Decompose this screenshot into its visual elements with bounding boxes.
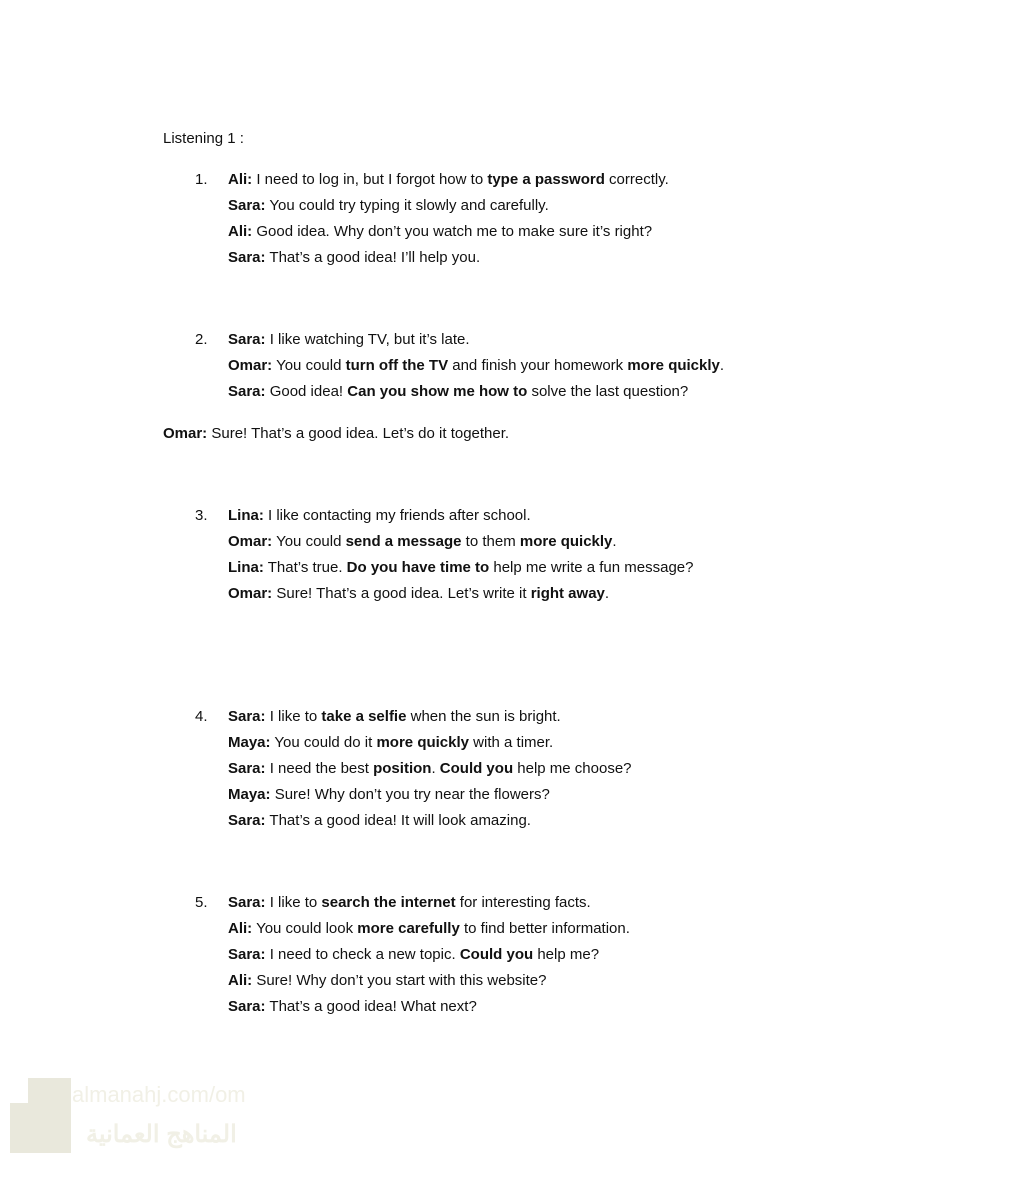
bold-text: Lina:	[228, 507, 264, 524]
bold-text: Ali:	[228, 920, 253, 937]
text-segment: correctly.	[604, 171, 669, 188]
text-segment: That’s a good idea! What next?	[265, 998, 477, 1015]
text-segment: You could	[272, 357, 346, 374]
bold-text: Ali:	[228, 223, 253, 240]
text-segment: That’s true.	[263, 559, 347, 576]
text-segment: solve the last question?	[527, 383, 689, 400]
text-segment: That’s a good idea! It will look amazing.	[265, 812, 531, 829]
dialogue-line	[228, 330, 470, 350]
bold-text: Ali:	[228, 171, 253, 188]
bold-text: turn off the TV	[345, 357, 449, 374]
bold-text: more quickly	[519, 533, 613, 550]
text-segment: for interesting facts.	[455, 894, 591, 911]
dialogue-line	[228, 733, 553, 753]
bold-text: Maya:	[228, 786, 271, 803]
text-segment: That’s a good idea! I’ll help you.	[265, 249, 481, 266]
text-segment: I need to log in, but I forgot how to	[252, 171, 488, 188]
item-number: 4.	[195, 708, 208, 725]
dialogue-line	[228, 222, 652, 242]
bold-text: Omar:	[228, 585, 273, 602]
bold-text: Ali:	[228, 972, 253, 989]
bold-text: Do you have time to	[346, 559, 490, 576]
item-number: 1.	[195, 171, 208, 188]
text-segment: and finish your homework	[448, 357, 628, 374]
item-number: 3.	[195, 507, 208, 524]
bold-text: Sara:	[228, 760, 266, 777]
text-segment: Sure! That’s a good idea. Let’s do it together.	[207, 425, 510, 442]
bold-text: position	[373, 760, 432, 777]
bold-text: Sara:	[228, 197, 266, 214]
dialogue-line	[228, 707, 561, 727]
bold-text: right away	[530, 585, 605, 602]
text-segment: .	[612, 533, 617, 550]
text-segment: with a timer.	[469, 734, 554, 751]
bold-text: Sara:	[228, 708, 266, 725]
dialogue-line	[228, 759, 632, 779]
text-segment: I like watching TV, but it’s late.	[265, 331, 470, 348]
bold-text: Can you show me how to	[347, 383, 528, 400]
bold-text: type a password	[487, 171, 605, 188]
bold-text: send a message	[345, 533, 462, 550]
item-number: 5.	[195, 894, 208, 911]
bold-text: Maya:	[228, 734, 271, 751]
text-segment: help me choose?	[513, 760, 632, 777]
text-segment: You could try typing it slowly and carefully.	[265, 197, 549, 214]
text-segment: help me write a fun message?	[489, 559, 694, 576]
text-segment: to them	[461, 533, 520, 550]
dialogue-line	[228, 919, 630, 939]
bold-text: Sara:	[228, 998, 266, 1015]
text-segment: Good idea. Why don’t you watch me to make sure it’s right?	[252, 223, 653, 240]
watermark-arabic: المناهج العمانية	[86, 1121, 237, 1148]
text-segment: to find better information.	[459, 920, 630, 937]
bold-text: search the internet	[321, 894, 456, 911]
bold-text: more carefully	[357, 920, 460, 937]
text-segment: I like contacting my friends after school.	[263, 507, 531, 524]
dialogue-line	[228, 811, 531, 831]
dialogue-line	[228, 532, 617, 552]
text-segment: I like to	[265, 894, 322, 911]
document-title: Listening 1 :	[163, 130, 244, 147]
bold-text: Omar:	[228, 357, 273, 374]
dialogue-line	[228, 506, 531, 526]
dialogue-line	[228, 971, 546, 991]
dialogue-line	[228, 997, 477, 1017]
item-number: 2.	[195, 331, 208, 348]
bold-text: Sara:	[228, 894, 266, 911]
bold-text: Omar:	[163, 425, 208, 442]
bold-text: Sara:	[228, 331, 266, 348]
bold-text: more quickly	[376, 734, 470, 751]
text-segment: You could do it	[270, 734, 377, 751]
text-segment: help me?	[533, 946, 600, 963]
dialogue-line	[228, 945, 599, 965]
bold-text: Lina:	[228, 559, 264, 576]
text-segment: You could look	[252, 920, 358, 937]
dialogue-line	[228, 584, 609, 604]
text-segment: I need to check a new topic.	[265, 946, 460, 963]
text-segment: Sure! Why don’t you try near the flowers?	[270, 786, 550, 803]
bold-text: take a selfie	[321, 708, 407, 725]
dialogue-line	[228, 558, 693, 578]
text-segment: I need the best	[265, 760, 374, 777]
dialogue-line	[228, 248, 480, 268]
text-segment: Sure! Why don’t you start with this website?	[252, 972, 547, 989]
bold-text: Sara:	[228, 812, 266, 829]
dialogue-line	[228, 196, 549, 216]
text-segment: Good idea!	[265, 383, 348, 400]
dialogue-line-standalone	[163, 424, 509, 444]
dialogue-line	[228, 893, 591, 913]
bold-text: Sara:	[228, 249, 266, 266]
dialogue-line	[228, 382, 688, 402]
text-segment: when the sun is bright.	[406, 708, 561, 725]
bold-text: Sara:	[228, 946, 266, 963]
text-segment: .	[431, 760, 440, 777]
bold-text: Sara:	[228, 383, 266, 400]
bold-text: Could you	[439, 760, 514, 777]
text-segment: I like to	[265, 708, 322, 725]
text-segment: .	[719, 357, 725, 374]
bold-text: Omar:	[228, 533, 273, 550]
watermark-url: almanahj.com/om	[72, 1082, 246, 1107]
dialogue-line	[228, 785, 550, 805]
bold-text: Could you	[459, 946, 534, 963]
dialogue-line	[228, 356, 724, 376]
text-segment: Sure! That’s a good idea. Let’s write it	[272, 585, 531, 602]
text-segment: You could	[272, 533, 346, 550]
bold-text: more quickly	[627, 357, 720, 374]
text-segment: .	[604, 585, 610, 602]
dialogue-line	[228, 170, 669, 190]
